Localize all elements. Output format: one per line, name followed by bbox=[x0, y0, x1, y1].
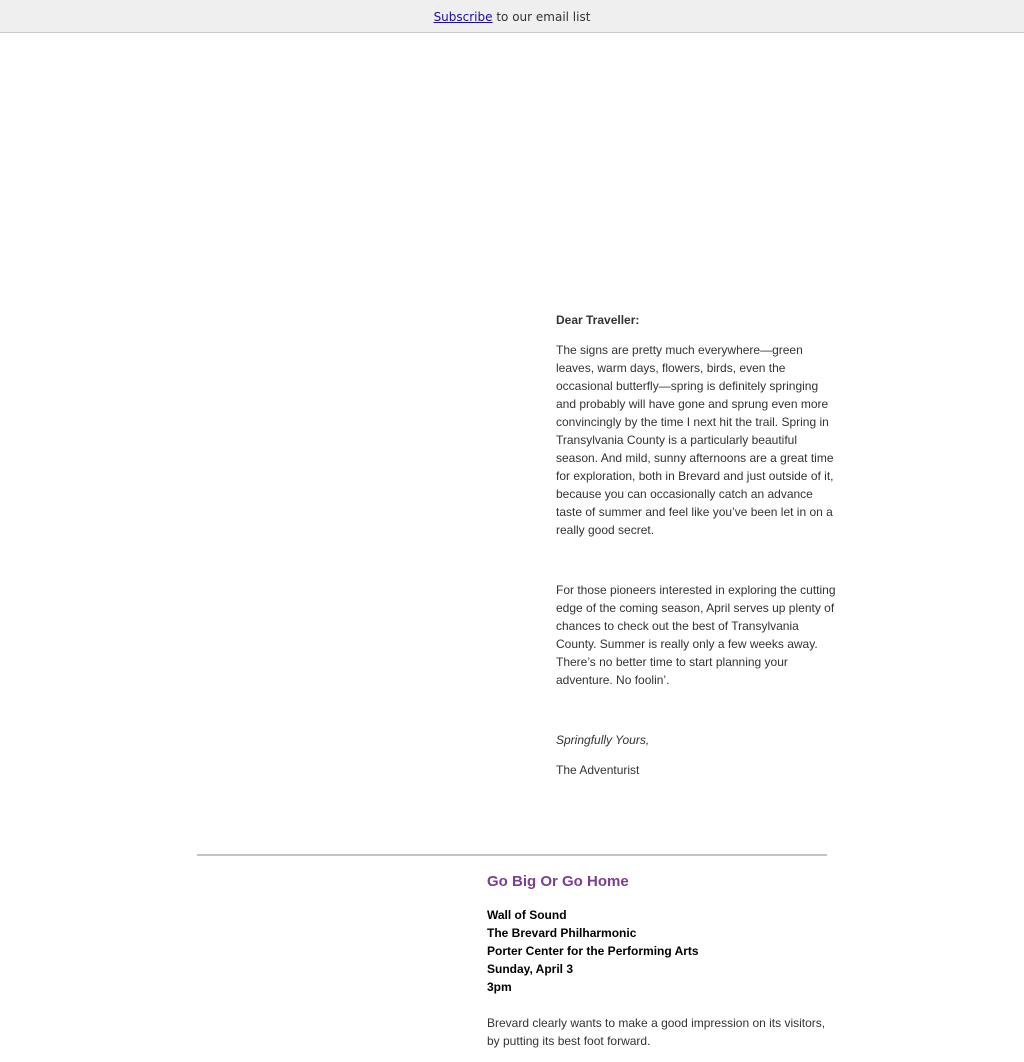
event-section bbox=[487, 868, 827, 1062]
subscribe-text: to our email list bbox=[492, 10, 591, 24]
event-title: Go Big Or Go Home bbox=[487, 873, 629, 890]
letter-salutation: Dear Traveller: bbox=[556, 313, 640, 327]
event-details bbox=[487, 906, 827, 996]
hero-image-area bbox=[0, 34, 1024, 294]
letter-paragraph-1: The signs are pretty much everywhere—green leaves, warm days, flowers, birds, even the occasional butterfly—spring is definitely springing and probably will have gone and sprung even more convincingly by the time I next hit the trail. Spring in Transylvania County is a particularly beautiful season. And mild, sunny afternoons are a great time for exploration, both in Brevard and just outside of it, because you can occasionally catch an advance taste of summer and feel like you’ve been let in on a really good secret. bbox=[556, 343, 834, 537]
event-date: Sunday, April 3 bbox=[487, 962, 574, 976]
event-name: Wall of Sound bbox=[487, 908, 567, 922]
letter-section bbox=[556, 311, 836, 779]
letter-paragraph-2: For those pioneers interested in exploring the cutting edge of the coming season, April serves up plenty of chances to check out the best of Transylvania County. Summer is really only a few weeks away. There’s no better time to start planning your adventure. No foolin’. bbox=[556, 583, 836, 687]
event-performer: The Brevard Philharmonic bbox=[487, 926, 637, 940]
letter-spacer bbox=[556, 701, 836, 731]
event-time: 3pm bbox=[487, 980, 512, 994]
event-description: Brevard clearly wants to make a good impression on its visitors, by putting its best foot forward. bbox=[487, 1016, 826, 1048]
letter-signature: The Adventurist bbox=[556, 763, 640, 777]
section-divider bbox=[197, 854, 827, 856]
letter-spacer bbox=[556, 551, 836, 581]
subscribe-link[interactable]: Subscribe bbox=[433, 10, 493, 24]
letter-signoff: Springfully Yours, bbox=[556, 733, 650, 747]
event-venue: Porter Center for the Performing Arts bbox=[487, 944, 699, 958]
event-image-area bbox=[197, 868, 467, 1024]
email-subscribe-bar bbox=[0, 0, 1024, 33]
